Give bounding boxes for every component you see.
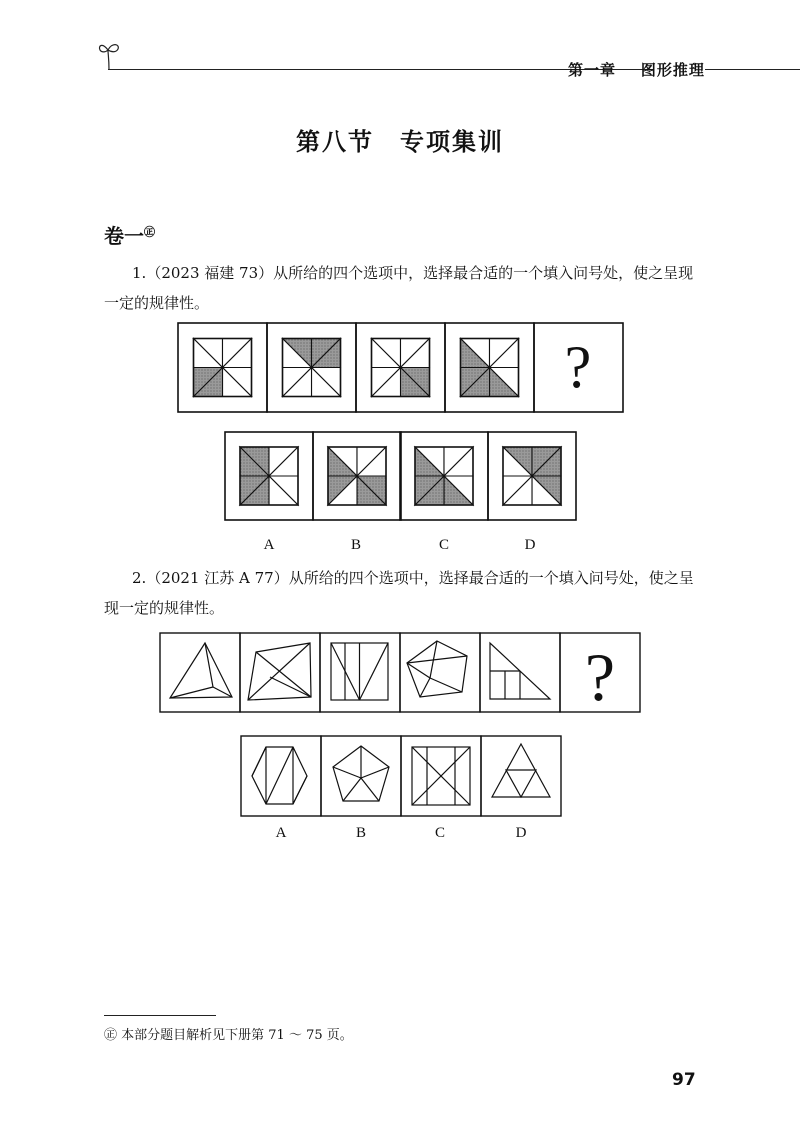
q2-seq-box-1 <box>160 633 240 712</box>
question-number: 2. <box>132 569 147 587</box>
q2-option-a-label: A <box>275 825 287 841</box>
question-2-text <box>104 563 704 623</box>
question-body: 从所给的四个选项中，选择最合适的一个填入问号处，使之呈现一定的规律性。 <box>104 569 694 617</box>
q1-option-d-label: D <box>524 537 536 553</box>
q2-seq-box-4 <box>400 633 480 712</box>
q1-option-figure-b <box>313 432 401 520</box>
question-1-figures <box>0 0 800 560</box>
q1-sequence-figure-1 <box>178 323 267 412</box>
q2-figure-2 <box>248 643 311 700</box>
q1-sequence-figure-3 <box>356 323 445 412</box>
q2-option-d-label: D <box>515 825 527 841</box>
footnote-rule <box>104 1015 216 1016</box>
chapter-label: 第一章 <box>568 61 617 79</box>
q2-figure-1 <box>170 643 232 698</box>
q1-option-figure-c <box>400 432 488 520</box>
question-number: 1. <box>132 264 147 282</box>
q2-option-c-figure <box>412 747 470 805</box>
question-2-figures <box>0 620 800 940</box>
q2-figure-3 <box>331 643 388 700</box>
chapter-title: 图形推理 <box>640 61 705 79</box>
q2-option-b-label: B <box>355 825 366 841</box>
volume-label: 卷一 <box>104 224 144 248</box>
q2-option-a-figure <box>252 747 307 804</box>
volume-mark: ㊣ <box>144 225 155 239</box>
q1-option-c-label: C <box>438 537 449 553</box>
q1-option-figure-a <box>225 432 313 520</box>
q2-option-c-label: C <box>434 825 445 841</box>
page-number: 97 <box>672 1070 696 1090</box>
q1-option-b-label: B <box>350 537 361 553</box>
q2-option-d-figure <box>492 744 550 797</box>
question-body: 从所给的四个选项中，选择最合适的一个填入问号处，使之呈现一定的规律性。 <box>104 264 694 312</box>
q1-option-figure-d <box>488 432 576 520</box>
q1-sequence-figure-4 <box>445 323 534 412</box>
q2-option-box-d <box>481 736 561 816</box>
q1-sequence-figure-2 <box>267 323 356 412</box>
q2-figure-4 <box>407 641 467 697</box>
section-title: 第八节 专项集训 <box>296 128 504 156</box>
q2-figure-5 <box>490 643 550 699</box>
q1-question-box <box>534 323 623 412</box>
q1-question-mark: ? <box>564 334 592 400</box>
question-source: （2023 福建 73） <box>146 264 274 282</box>
question-source: （2021 江苏 A 77） <box>146 569 289 587</box>
q2-question-mark: ? <box>584 639 616 715</box>
q1-option-a-label: A <box>263 537 275 553</box>
q2-option-b-figure <box>333 746 389 801</box>
footnote: ㊣ 本部分题目解析见下册第 71 ～ 75 页。 <box>104 1028 353 1043</box>
